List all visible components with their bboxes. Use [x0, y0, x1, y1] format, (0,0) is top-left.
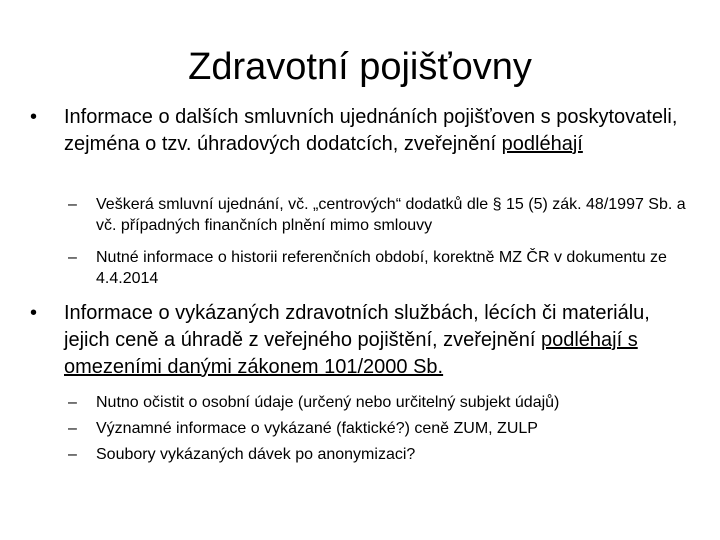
sub-bullet-item	[68, 194, 688, 236]
sub-bullet-marker: –	[68, 420, 77, 437]
bullet-item	[30, 104, 700, 158]
bullet-text-underlined: podléhají s omezeními danými zákonem 101/2000 Sb.	[64, 329, 638, 378]
bullet-text	[64, 104, 700, 158]
sub-bullet-text: Významné informace o vykázané (faktické?) ceně ZUM, ZULP	[96, 420, 538, 437]
slide-title: Zdravotní pojišťovny	[188, 46, 532, 88]
bullet-text-plain: Informace o dalších smluvních ujednáních pojišťoven s poskytovateli, zejména o tzv. úhradových dodatcích, zveřejnění	[64, 106, 678, 155]
sub-bullet-text: Veškerá smluvní ujednání, vč. „centrových“ dodatků dle § 15 (5) zák. 48/1997 Sb. a vč. případných finančních plnění mimo smlouvy	[96, 196, 686, 234]
sub-bullet-item	[68, 247, 688, 289]
bullet-marker: •	[30, 302, 38, 324]
bullet-text-plain: Informace o vykázaných zdravotních službách, lécích či materiálu, jejich ceně a úhradě z veřejného pojištění, zveřejnění	[64, 302, 650, 351]
bullet-marker: •	[30, 106, 38, 128]
sub-bullet-marker: –	[68, 394, 77, 411]
sub-bullet-marker: –	[68, 249, 77, 266]
sub-bullet-text: Soubory vykázaných dávek po anonymizaci?	[96, 446, 416, 463]
sub-bullet-item	[68, 418, 688, 439]
bullet-text	[64, 300, 700, 381]
sub-bullet-item	[68, 392, 688, 413]
bullet-item	[30, 300, 700, 381]
sub-bullet-text: Nutno očistit o osobní údaje (určený nebo určitelný subjekt údajů)	[96, 394, 560, 411]
bullet-text-underlined: podléhají	[501, 133, 583, 155]
sub-bullet-item	[68, 444, 688, 465]
sub-bullet-marker: –	[68, 196, 77, 213]
sub-bullet-marker: –	[68, 446, 77, 463]
sub-bullet-text: Nutné informace o historii referenčních období, korektně MZ ČR v dokumentu ze 4.4.2014	[96, 249, 667, 287]
